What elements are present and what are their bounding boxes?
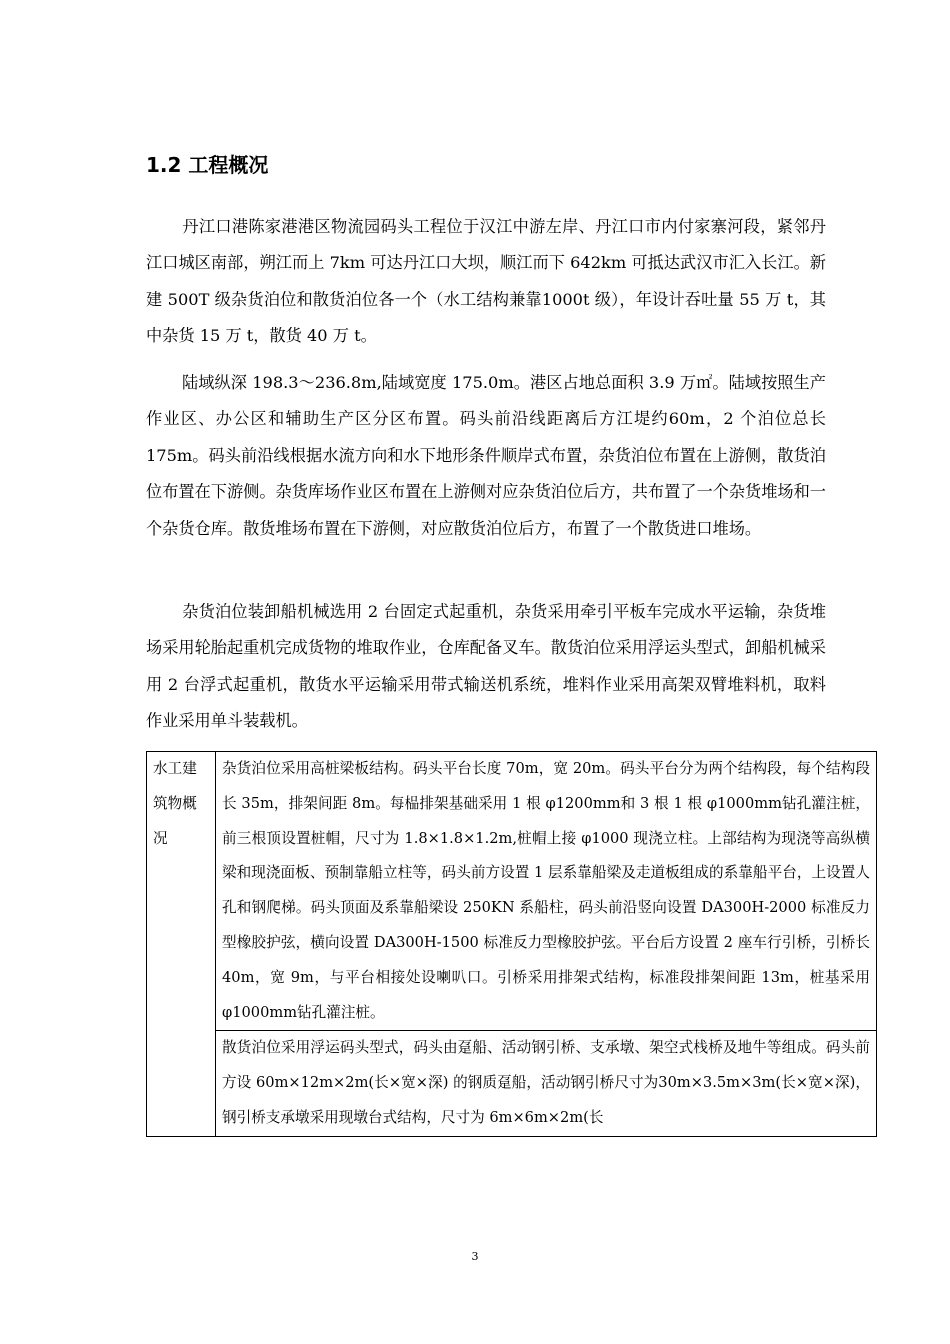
paragraph-text: 杂货泊位装卸船机械选用 2 台固定式起重机，杂货采用牵引平板车完成水平运输，杂货堆场采用轮胎起重机完成货物的堆取作业，仓库配备叉车。散货泊位采用浮运头型式，卸船机械采用 2 台浮式起重机，散货水平运输采用带式输送机系统，堆料作业采用高架双臂堆料机，取料作业采用单斗装载机。	[146, 602, 826, 731]
paragraph-land-area	[146, 365, 826, 547]
paragraph-text: 陆域纵深 198.3～236.8m,陆域宽度 175.0m。港区占地总面积 3.9 万㎡。陆域按照生产作业区、办公区和辅助生产区分区布置。码头前沿线距离后方江堤约60m，2 个泊位总长 175m。码头前沿线根据水流方向和水下地形条件顺岸式布置，杂货泊位布置在上游侧，散货泊位布置在下游侧。杂货库场作业区布置在上游侧对应杂货泊位后方，共布置了一个杂货堆场和一个杂货仓库。散货堆场布置在下游侧，对应散货泊位后方，布置了一个散货进口堆场。	[146, 373, 826, 538]
table-cell-bulk-cargo-berth: 散货泊位采用浮运码头型式，码头由趸船、活动钢引桥、支承墩、架空式栈桥及地牛等组成。码头前方设 60m×12m×2m(长×宽×深) 的钢质趸船，活动钢引桥尺寸为30m×3.5m×3m(长×宽×深)，钢引桥支承墩采用现墩台式结构，尺寸为 6m×6m×2m(长	[216, 1031, 877, 1136]
table-cell-general-cargo-berth: 杂货泊位采用高桩梁板结构。码头平台长度 70m，宽 20m。码头平台分为两个结构段，每个结构段长 35m，排架间距 8m。每榀排架基础采用 1 根 φ1200mm和 3 根 1 根 φ1000mm钻孔灌注桩，前三根顶设置桩帽，尺寸为 1.8×1.8×1.2m,桩帽上接 φ1000 现浇立柱。上部结构为现浇等高纵横梁和现浇面板、预制靠船立柱等，码头前方设置 1 层系靠船梁及走道板组成的系靠船平台，上设置人孔和钢爬梯。码头顶面及系靠船梁设 250KN 系船柱，码头前沿竖向设置 DA300H-2000 标准反力型橡胶护弦，横向设置 DA300H-1500 标准反力型橡胶护弦。平台后方设置 2 座车行引桥，引桥长 40m，宽 9m，与平台相接处设喇叭口。引桥采用排架式结构，标准段排架间距 13m，桩基采用 φ1000mm钻孔灌注桩。	[216, 752, 877, 1031]
paragraph-project-location	[146, 209, 826, 355]
section-heading: 1.2 工程概况	[146, 153, 269, 177]
table-row	[147, 752, 877, 1031]
hydraulic-structure-table	[146, 751, 877, 1137]
page-number: 3	[471, 1250, 479, 1263]
paragraph-handling-machinery	[146, 594, 826, 740]
table-row-label: 水工建筑物概况	[147, 752, 216, 1137]
table-row	[147, 1031, 877, 1136]
paragraph-text: 丹江口港陈家港港区物流园码头工程位于汉江中游左岸、丹江口市内付家寨河段，紧邻丹江口城区南部，朔江而上 7km 可达丹江口大坝，顺江而下 642km 可抵达武汉市汇入长江。新建 500T 级杂货泊位和散货泊位各一个（水工结构兼靠1000t 级），年设计吞吐量 55 万 t，其中杂货 15 万 t，散货 40 万 t。	[146, 217, 826, 346]
